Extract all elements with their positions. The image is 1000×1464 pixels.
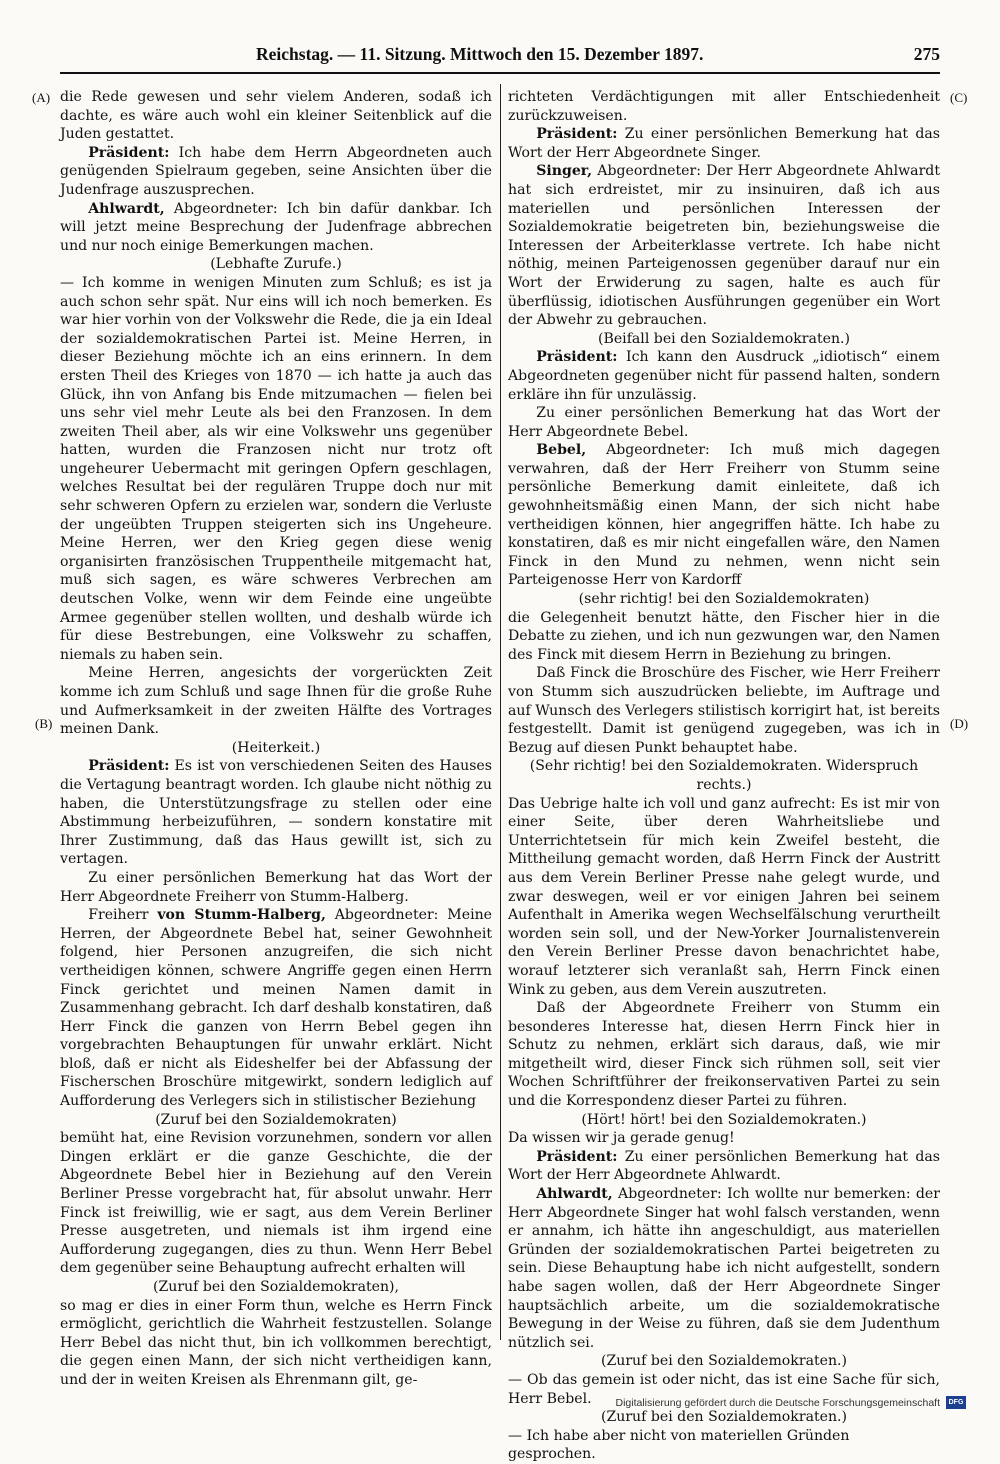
speech-text: Ich habe dem Herrn Abgeordneten auch genügenden Spielraum gegeben, seine Ansichten über die Judenfrage auszusprechen. xyxy=(60,144,492,198)
speaker-name: Präsident: xyxy=(536,126,618,143)
paragraph: — Ich habe aber nicht von materiellen Gründen gesprochen. xyxy=(508,1427,850,1463)
speech-text: Ich kann den Ausdruck „idiotisch“ einem Abgeordneten gegenüber nicht für passend halten, sondern erkläre ihn für unzulässig. xyxy=(508,349,940,403)
paragraph: die Gelegenheit benutzt hätte, den Fischer hier in die Debatte zu ziehen, und ich nun gezwungen war, den Namen des Finck mit diesem Herrn in Beziehung zu bringen. xyxy=(508,609,940,663)
paragraph xyxy=(508,1185,940,1352)
page-header xyxy=(60,44,940,70)
interjection: (Sehr richtig! bei den Sozialdemokraten. Widerspruch rechts.) xyxy=(529,758,919,793)
interjection: (Zuruf bei den Sozialdemokraten.) xyxy=(600,1409,848,1426)
paragraph xyxy=(508,441,940,590)
left-column xyxy=(60,88,492,1388)
paragraph: Zu einer persönlichen Bemerkung hat das Wort der Herr Abgeordnete Bebel. xyxy=(508,405,940,440)
speech-text: Zu einer persönlichen Bemerkung hat das Wort der Herr Abgeordnete Singer. xyxy=(508,126,940,161)
paragraph: Das Uebrige halte ich voll und ganz aufrecht: Es ist mir von einer Seite, über deren Wahrheitsliebe und Unterrichtetsein für mich kein Zweifel besteht, die Mittheilung gemacht worden, daß Herrn Finck der Austritt aus dem Verein Berliner Presse nahe gelegt wurde, und zwar deswegen, weil er vor einigen Jahren bei seinem Aufenthalt in Amerika wegen Wechselfälschung verurtheilt worden sein soll, und der New-Yorker Journalistenverein den Verein Berliner Presse davon benachrichtet habe, worauf letzterer sich veranlaßt sah, Herrn Finck einen Wink zu geben, aus dem Verein auszutreten. xyxy=(508,795,940,998)
funding-note: Digitalisierung gefördert durch die Deutsche Forschungsgemeinschaft xyxy=(615,1396,940,1409)
header-rule xyxy=(60,72,940,74)
speaker-name: Präsident: xyxy=(88,758,170,775)
paragraph xyxy=(508,348,940,404)
interjection: (Beifall bei den Sozialdemokraten.) xyxy=(597,330,851,347)
paragraph: die Rede gewesen und sehr vielem Anderen, sodaß ich dachte, es wäre auch wohl ein kleiner Seitenblick auf die Juden gestattet. xyxy=(60,89,492,143)
interjection: (Zuruf bei den Sozialdemokraten), xyxy=(152,1279,400,1295)
paragraph: Da wissen wir ja gerade genug! xyxy=(508,1130,735,1147)
interjection: (Lebhafte Zurufe.) xyxy=(210,256,342,273)
speaker-name: Präsident: xyxy=(88,144,170,161)
paragraph xyxy=(60,906,492,1111)
paragraph: Daß der Abgeordnete Freiherr von Stumm ein besonderes Interesse hat, diesen Herrn Finck hier in Schutz zu nehmen, erklärt sich daraus, daß, wie mir mitgetheilt wird, dieser Finck sich rühmen soll, seit vier Wochen Schriftführer der freikonservativen Partei zu sein und die Korrespondenz dieser Partei zu führen. xyxy=(508,1000,940,1110)
speaker-name: Ahlwardt, xyxy=(536,1186,613,1203)
interjection: (Hört! hört! bei den Sozialdemokraten.) xyxy=(581,1111,867,1128)
speech-text: Es ist von verschiedenen Seiten des Hauses die Vertagung beantragt worden. Ich glaube nicht nöthig zu haben, die Unterstützungsfrage zu stellen oder eine Abstimmung herbeizuführen, — sondern konstatire mit Ihrer Zustimmung, daß das Haus gewillt ist, sich zu vertagen. xyxy=(60,758,492,868)
margin-label-a: (A) xyxy=(32,90,51,105)
speaker-name: Präsident: xyxy=(536,349,618,366)
speech-text: Abgeordneter: Ich muß mich dagegen verwahren, daß der Herr Freiherr von Stumm seine persönliche Bemerkung damit einleitete, daß ich gewohnheitsmäßig einen Mann, der sich nicht habe vertheidigen können, hier angegriffen hätte. Ich habe zu konstatiren, daß es mir nicht eingefallen wäre, den Namen Finck in den Mund zu nehmen, wenn nicht sein Parteigenosse Herr von Kardorff xyxy=(508,442,940,589)
paragraph: Zu einer persönlichen Bemerkung hat das Wort der Herr Abgeordnete Freiherr von Stumm-Halberg. xyxy=(60,869,492,905)
speech-text: Abgeordneter: Ich wollte nur bemerken: der Herr Abgeordnete Singer hat wohl falsch verstanden, wenn er annahm, ich hätte ihn angeschuldigt, aus materiellen Gründen der sozialdemokratischen Partei beigetreten zu sein. Diese Behauptung habe ich nicht aufgestellt, sondern habe sagen wollen, daß der Herr Abgeordnete Singer hauptsächlich arbeite, um die sozialdemokratische Bewegung in der Weise zu führen, daß sie dem Judenthum nützlich sei. xyxy=(508,1186,940,1351)
paragraph xyxy=(508,125,940,162)
speech-text: Abgeordneter: Ich bin dafür dankbar. Ich will jetzt meine Besprechung der Judenfrage abbrechen und nur noch einige Bemerkungen machen. xyxy=(60,200,492,254)
running-title: Reichstag. — 11. Sitzung. Mittwoch den 15. Dezember 1897. xyxy=(256,44,704,64)
speaker-title: Freiherr xyxy=(88,907,158,924)
paragraph xyxy=(508,162,940,329)
paragraph xyxy=(60,200,492,256)
paragraph: richteten Verdächtigungen mit aller Entschiedenheit zurückzuweisen. xyxy=(508,89,940,124)
margin-label-c: (C) xyxy=(950,90,968,105)
paragraph: bemüht hat, eine Revision vorzunehmen, sondern vor allen Dingen erklärt er die ganze Geschichte, die der Abgeordnete Bebel hier in Beziehung auf den Verein Berliner Presse vorgebracht hat, für absolut unwahr. Herr Finck ist freiwillig, wie er sagt, aus dem Verein Berliner Presse ausgetreten, und niemals ist ihm irgend eine Aufforderung zugegangen, dies zu thun. Wenn Herr Bebel dem gegenüber seine Behauptung aufrecht erhalten will xyxy=(60,1130,492,1277)
margin-label-d: (D) xyxy=(950,716,969,731)
paragraph: so mag er dies in einer Form thun, welche es Herrn Finck ermöglicht, gerichtlich die Wahrheit festzustellen. Solange Herr Bebel das nicht thut, bin ich vollkommen berechtigt, die gegen einen Mann, der sich nicht vertheidigen kann, und der in weiten Kreisen als Ehrenmann gilt, ge- xyxy=(60,1297,492,1388)
speech-text: Abgeordneter: Der Herr Abgeordnete Ahlwardt hat sich erdreistet, mir zu insinuiren, daß ich aus materiellen und persönlichen Interessen der Sozialdemokratie beigetreten bin, beziehungsweise die Interessen der Arbeiterklasse vertrete. Ich habe nicht nöthig, meinen Parteigenossen gegenüber darauf nur ein Wort der Erwiderung zu sagen, halte es auch für überflüssig, idiotischen Ausführungen gegenüber ein Wort der Abwehr zu gebrauchen. xyxy=(508,163,940,329)
paragraph xyxy=(60,144,492,200)
interjection: (Heiterkeit.) xyxy=(231,739,321,756)
page-number: 275 xyxy=(913,44,940,64)
footer-credit xyxy=(615,1396,966,1409)
paragraph xyxy=(60,757,492,869)
paragraph: — Ich komme in wenigen Minuten zum Schluß; es ist ja auch schon sehr spät. Nur eins will ich noch bemerken. Es war hier vorhin von der Volkswehr die Rede, die ja ein Ideal der sozialdemokratischen Partei ist. Meine Herren, in dieser Beziehung möchte ich an eins erinnern. In dem ersten Theil des Krieges von 1870 — ich hatte ja auch das Glück, ihn von Anfang bis Ende mitzumachen — fielen bei uns sehr viel mehr Leute als bei den Franzosen. In dem zweiten Theil aber, als wir eine Volkswehr uns gegenüber hatten, wurden die Franzosen nicht nur trotz oft ungeheurer Uebermacht mit geringen Opfern geschlagen, welches Resultat bei der regulären Truppe doch nur mit sehr schweren Opfern zu erzielen war, sondern die Verluste der ungeübten Truppen steigerten sich ins Ungeheure. Meine Herren, wer den Krieg gegen diese wenig organisirten französischen Truppentheile mitgemacht hat, muß sich sagen, es wäre schweres Verbrechen am deutschen Volke, wenn wir dem Feinde eine ungeübte Armee gegenüber stellen wollten, und deshalb würde ich für diese Bestrebungen, eine Volkswehr zu schaffen, niemals zu haben sein. xyxy=(60,274,492,663)
speaker-name: Ahlwardt, xyxy=(88,200,165,217)
speaker-name: Singer, xyxy=(536,163,593,180)
speaker-name: Bebel, xyxy=(536,442,587,459)
speaker-name: Präsident: xyxy=(536,1148,618,1165)
dfg-logo-icon: DFG xyxy=(946,1396,966,1409)
paragraph xyxy=(508,1148,940,1185)
column-divider xyxy=(500,84,501,1340)
margin-label-b: (B) xyxy=(35,716,53,731)
interjection: (sehr richtig! bei den Sozialdemokraten) xyxy=(578,591,870,608)
speech-text: Abgeordneter: Meine Herren, der Abgeordnete Bebel hat, seiner Gewohnheit folgend, hier Personen anzugreifen, die sich nicht vertheidigen können, schwere Angriffe gegen einen Herrn Finck gerichtet und meinen Namen damit in Zusammenhang gebracht. Ich darf deshalb konstatiren, daß Herr Finck die ganzen von Herrn Bebel gegen ihn vorgebrachten Behauptungen für unwahr erklärt. Nicht bloß, daß er nicht als Eideshelfer bei der Abfassung der Fischerschen Broschüre mitgewirkt, sondern lediglich auf Aufforderung des Verlegers sich in stilistischer Beziehung xyxy=(60,907,492,1110)
speech-text: Zu einer persönlichen Bemerkung hat das Wort der Herr Abgeordnete Ahlwardt. xyxy=(508,1148,940,1184)
interjection: (Zuruf bei den Sozialdemokraten.) xyxy=(600,1353,848,1370)
paragraph: — Ob das gemein ist oder nicht, das ist eine Sache für sich, Herr Bebel. xyxy=(508,1371,940,1407)
speaker-name: von Stumm-Halberg, xyxy=(157,907,326,924)
paragraph: Daß Finck die Broschüre des Fischer, wie Herr Freiherr von Stumm sich auszudrücken beliebte, im Auftrage und auf Wunsch des Verlegers stilistisch korrigirt hat, ist bereits festgestellt. Damit ist genügend zugegeben, was ich in Bezug auf diesen Punkt behauptet habe. xyxy=(508,665,940,756)
paragraph: Meine Herren, angesichts der vorgerückten Zeit komme ich zum Schluß und sage Ihnen für die große Ruhe und Aufmerksamkeit in der zweiten Hälfte des Vortrages meinen Dank. xyxy=(60,665,492,738)
interjection: (Zuruf bei den Sozialdemokraten) xyxy=(155,1111,397,1128)
